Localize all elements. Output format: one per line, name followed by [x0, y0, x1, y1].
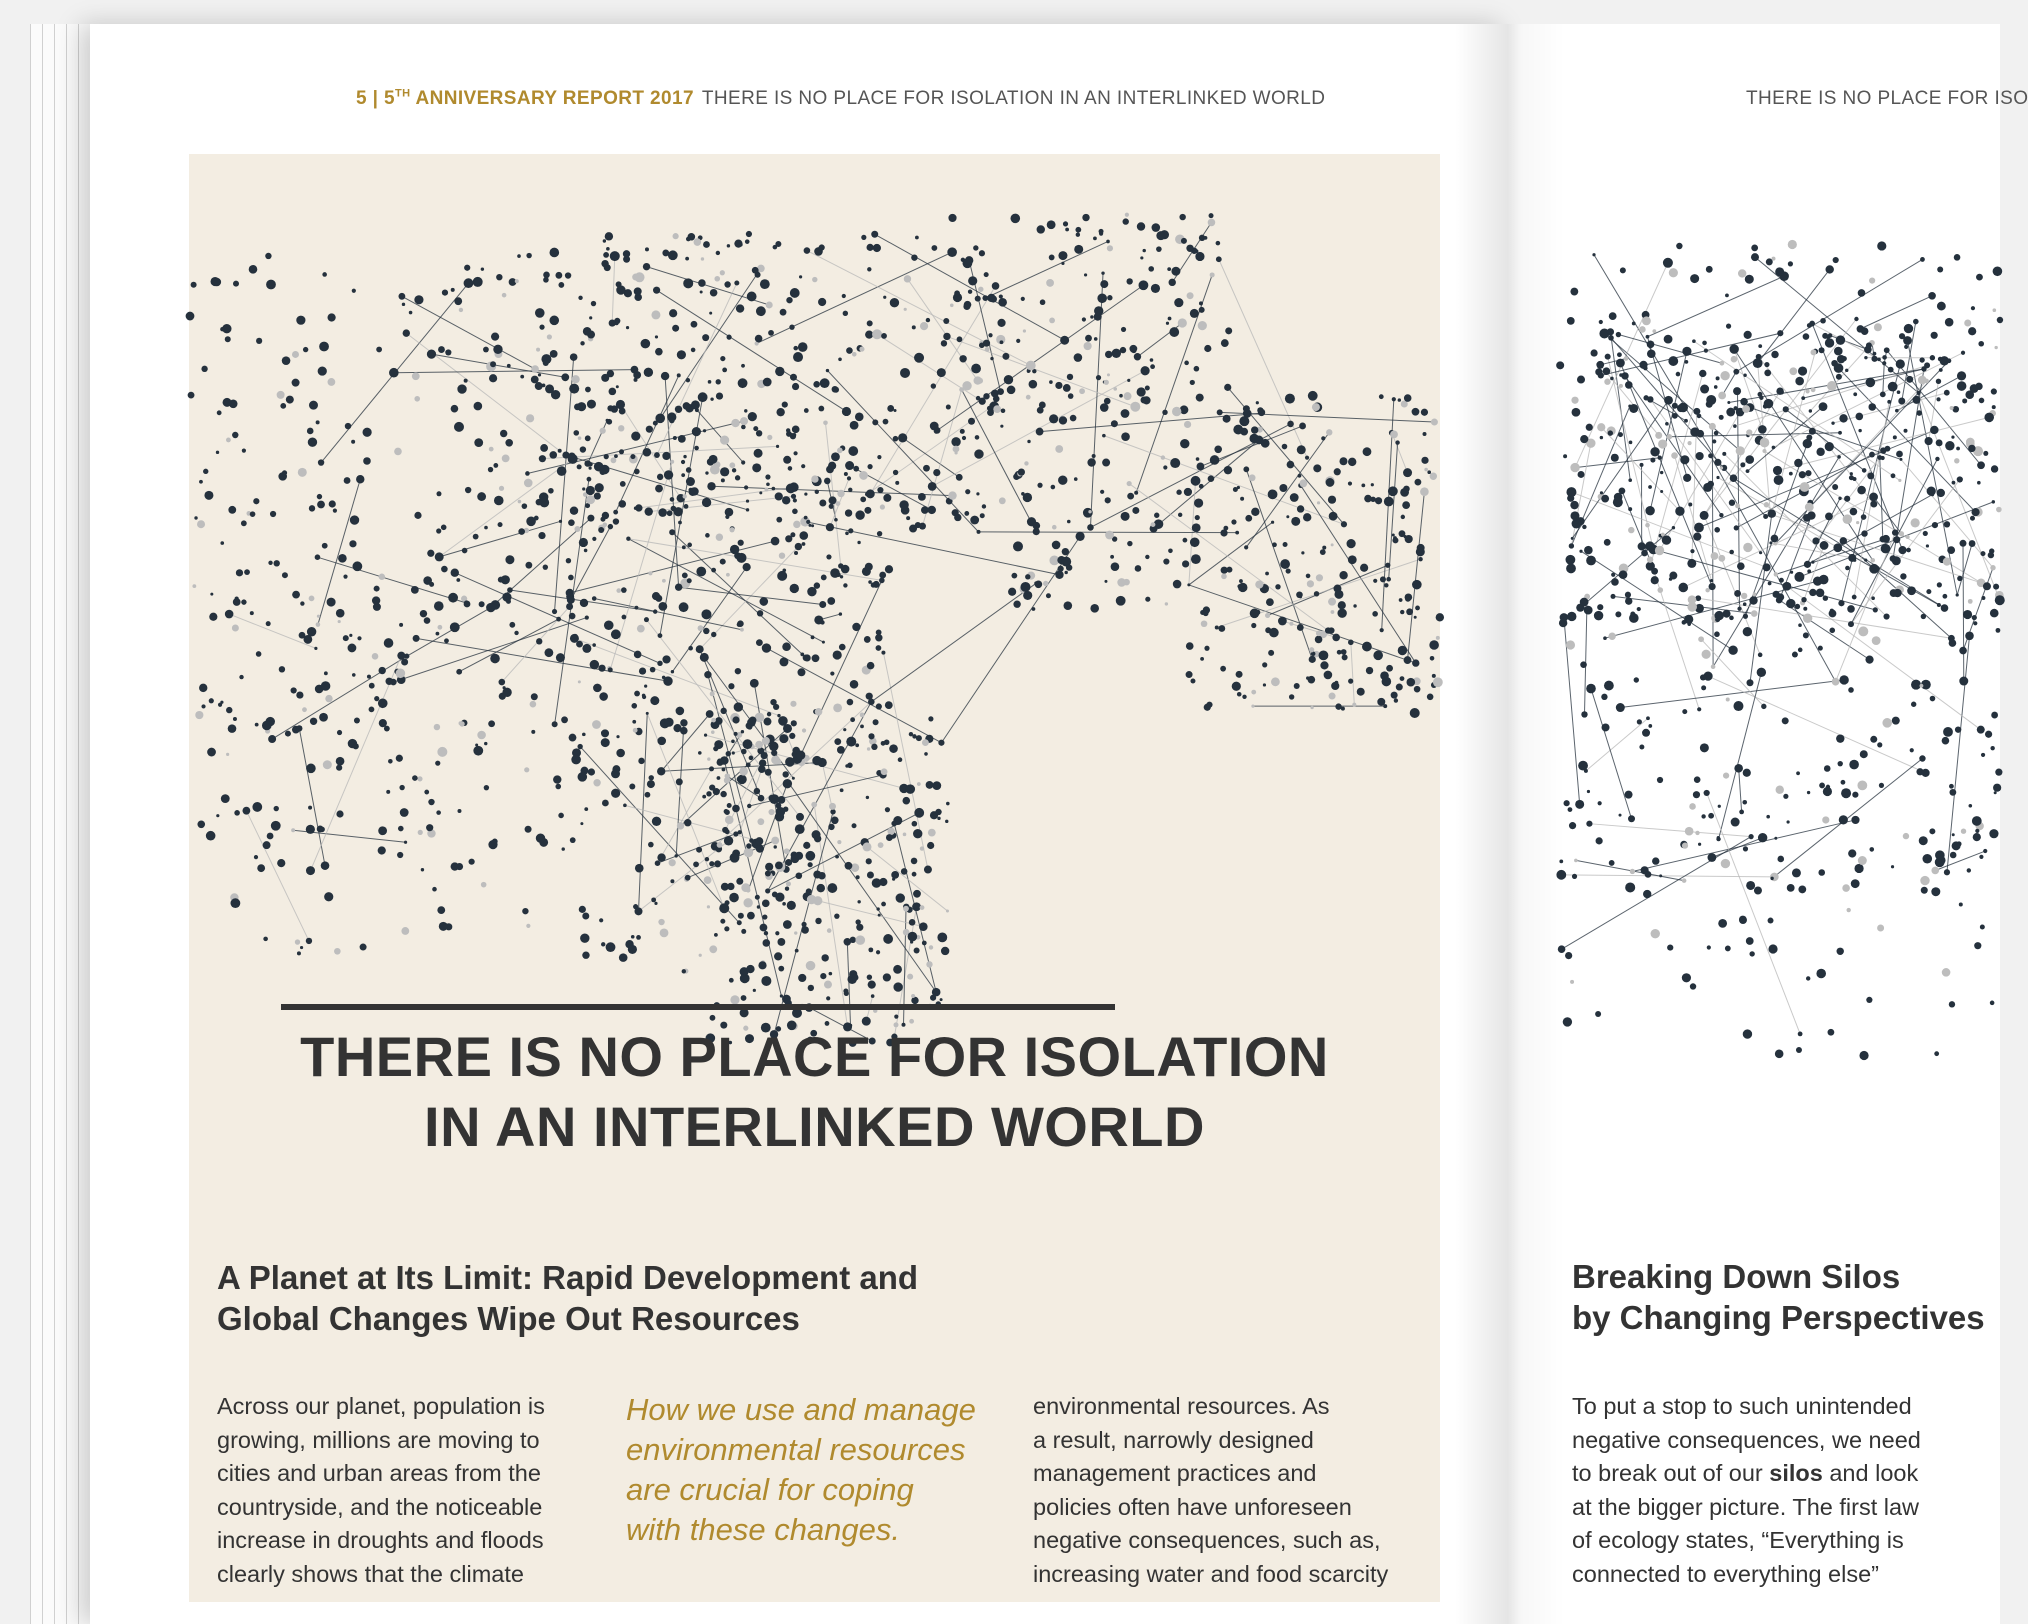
body-line: countryside, and the noticeable — [217, 1491, 587, 1525]
right-network-map — [1560, 160, 2000, 1100]
body-line: Across our planet, population is — [217, 1390, 587, 1424]
body-line: at the bigger picture. The first law — [1572, 1491, 1992, 1525]
section-heading-line1: A Planet at Its Limit: Rapid Development and — [217, 1257, 977, 1298]
body-line: increasing water and food scarcity — [1033, 1558, 1433, 1592]
body-line: increase in droughts and floods — [217, 1524, 587, 1558]
body-line: of ecology states, “Everything is — [1572, 1524, 1992, 1558]
section-heading-right-line1: Breaking Down Silos — [1572, 1256, 1992, 1297]
body-line: connected to everything else” — [1572, 1558, 1992, 1592]
pull-quote-line: environmental resources — [626, 1430, 1016, 1470]
body-line: environmental resources. As — [1033, 1390, 1433, 1424]
network-nodes — [186, 213, 1444, 1047]
body-line: negative consequences, such as, — [1033, 1524, 1433, 1558]
pull-quote-line: are crucial for coping — [626, 1470, 1016, 1510]
page-title — [189, 1022, 1440, 1162]
emphasis-silos: silos — [1769, 1460, 1823, 1486]
page-edges — [30, 24, 92, 1624]
pull-quote — [626, 1390, 1016, 1550]
right-network-map-graphic — [1560, 160, 2000, 1100]
pull-quote-line: How we use and manage — [626, 1390, 1016, 1430]
section-heading-right — [1572, 1256, 1992, 1338]
running-head — [356, 88, 1325, 110]
section-heading-right-line2: by Changing Perspectives — [1572, 1297, 1992, 1338]
running-head-report: 5 | 5TH ANNIVERSARY REPORT 2017 — [356, 88, 694, 109]
title-rule — [281, 1004, 1115, 1010]
network-nodes — [1556, 240, 2005, 1060]
body-line: negative consequences, we need — [1572, 1424, 1992, 1458]
section-heading-line2: Global Changes Wipe Out Resources — [217, 1298, 977, 1339]
section-heading — [217, 1257, 977, 1339]
page-title-line1: THERE IS NO PLACE FOR ISOLATION — [189, 1022, 1440, 1092]
running-head-chapter: THERE IS NO PLACE FOR ISOLATION IN AN INTERLINKED WORLD — [702, 88, 1325, 109]
page-title-line2: IN AN INTERLINKED WORLD — [189, 1092, 1440, 1162]
body-line: management practices and — [1033, 1457, 1433, 1491]
body-line: clearly shows that the climate — [217, 1558, 587, 1592]
body-line: cities and urban areas from the — [217, 1457, 587, 1491]
hero-panel — [189, 154, 1440, 1602]
body-column-1 — [217, 1390, 587, 1591]
body-line: to break out of our silos and look — [1572, 1457, 1992, 1491]
body-line: To put a stop to such unintended — [1572, 1390, 1992, 1424]
network-links — [229, 222, 1434, 1041]
body-column-right — [1572, 1390, 1992, 1591]
body-line: growing, millions are moving to — [217, 1424, 587, 1458]
body-column-3 — [1033, 1390, 1433, 1591]
body-line: a result, narrowly designed — [1033, 1424, 1433, 1458]
body-line: policies often have unforeseen — [1033, 1491, 1433, 1525]
running-head-right: THERE IS NO PLACE FOR ISO — [1746, 88, 2028, 110]
pull-quote-line: with these changes. — [626, 1510, 1016, 1550]
network-world-map — [189, 154, 1440, 1054]
network-links — [1561, 255, 1999, 1034]
